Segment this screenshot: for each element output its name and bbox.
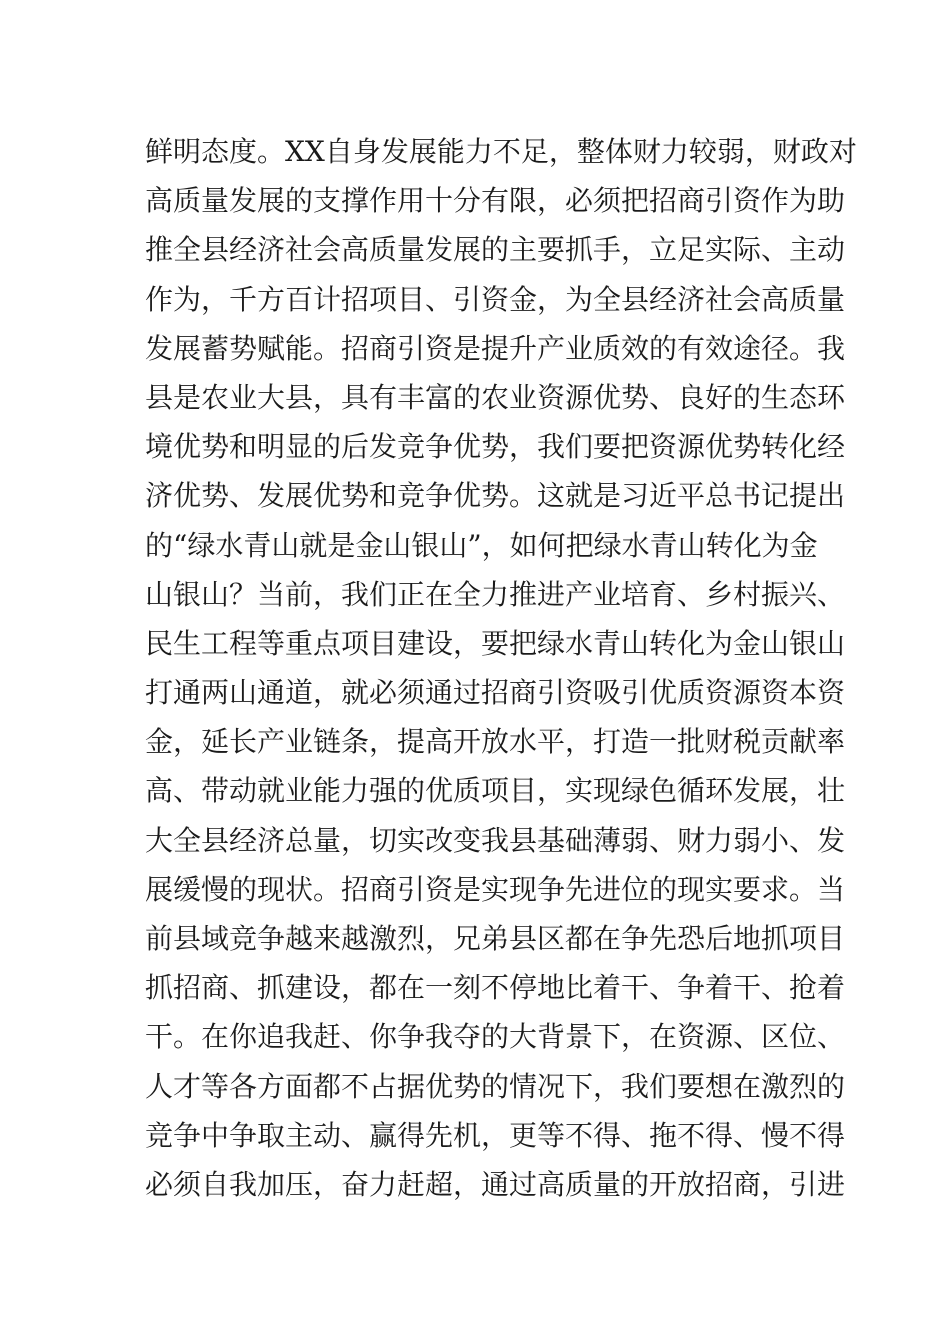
text-line-20: 人才等各方面都不占据优势的情况下，我们要想在激烈的 bbox=[145, 1069, 846, 1103]
text-line-3: 推全县经济社会高质量发展的主要抓手，立足实际、主动 bbox=[145, 233, 846, 267]
text-line-17: 前县域竞争越来越激烈，兄弟县区都在争先恐后地抓项目 bbox=[145, 922, 846, 955]
text-line-13: 金，延长产业链条，提高开放水平，打造一批财税贡献率 bbox=[145, 725, 846, 759]
text-line-11: 民生工程等重点项目建设，要把绿水青山转化为金山银山 bbox=[145, 626, 846, 660]
text-line-5: 发展蓄势赋能。招商引资是提升产业质效的有效途径。我 bbox=[145, 331, 846, 365]
text-line-6: 县是农业大县，具有丰富的农业资源优势、良好的生态环 bbox=[145, 380, 846, 414]
text-line-21: 竞争中争取主动、赢得先机，更等不得、拖不得、慢不得 bbox=[145, 1118, 846, 1152]
text-line-12: 打通两山通道，就必须通过招商引资吸引优质资源资本资 bbox=[145, 676, 846, 710]
text-line-22: 必须自我加压，奋力赶超，通过高质量的开放招商，引进 bbox=[145, 1167, 846, 1201]
text-line-10: 山银山？当前，我们正在全力推进产业培育、乡村振兴、 bbox=[145, 577, 846, 611]
text-line-14: 高、带动就业能力强的优质项目，实现绿色循环发展，壮 bbox=[145, 774, 846, 808]
text-line-9: 的“绿水青山就是金山银山”，如何把绿水青山转化为金 bbox=[145, 528, 818, 562]
text-line-4: 作为，千方百计招项目、引资金，为全县经济社会高质量 bbox=[145, 282, 846, 316]
text-line-16: 展缓慢的现状。招商引资是实现争先进位的现实要求。当 bbox=[145, 872, 846, 906]
text-line-15: 大全县经济总量，切实改变我县基础薄弱、财力弱小、发 bbox=[145, 823, 846, 857]
text-line-1: 鲜明态度。XX自身发展能力不足，整体财力较弱，财政对 bbox=[145, 135, 857, 168]
text-line-8: 济优势、发展优势和竞争优势。这就是习近平总书记提出 bbox=[145, 479, 846, 513]
text-line-19: 干。在你追我赶、你争我夺的大背景下，在资源、区位、 bbox=[145, 1020, 846, 1054]
text-line-18: 抓招商、抓建设，都在一刻不停地比着干、争着干、抢着 bbox=[145, 971, 846, 1005]
text-line-2: 高质量发展的支撑作用十分有限，必须把招商引资作为助 bbox=[145, 184, 846, 218]
text-line-7: 境优势和明显的后发竞争优势，我们要把资源优势转化经 bbox=[145, 430, 846, 464]
body-text bbox=[145, 127, 857, 1209]
